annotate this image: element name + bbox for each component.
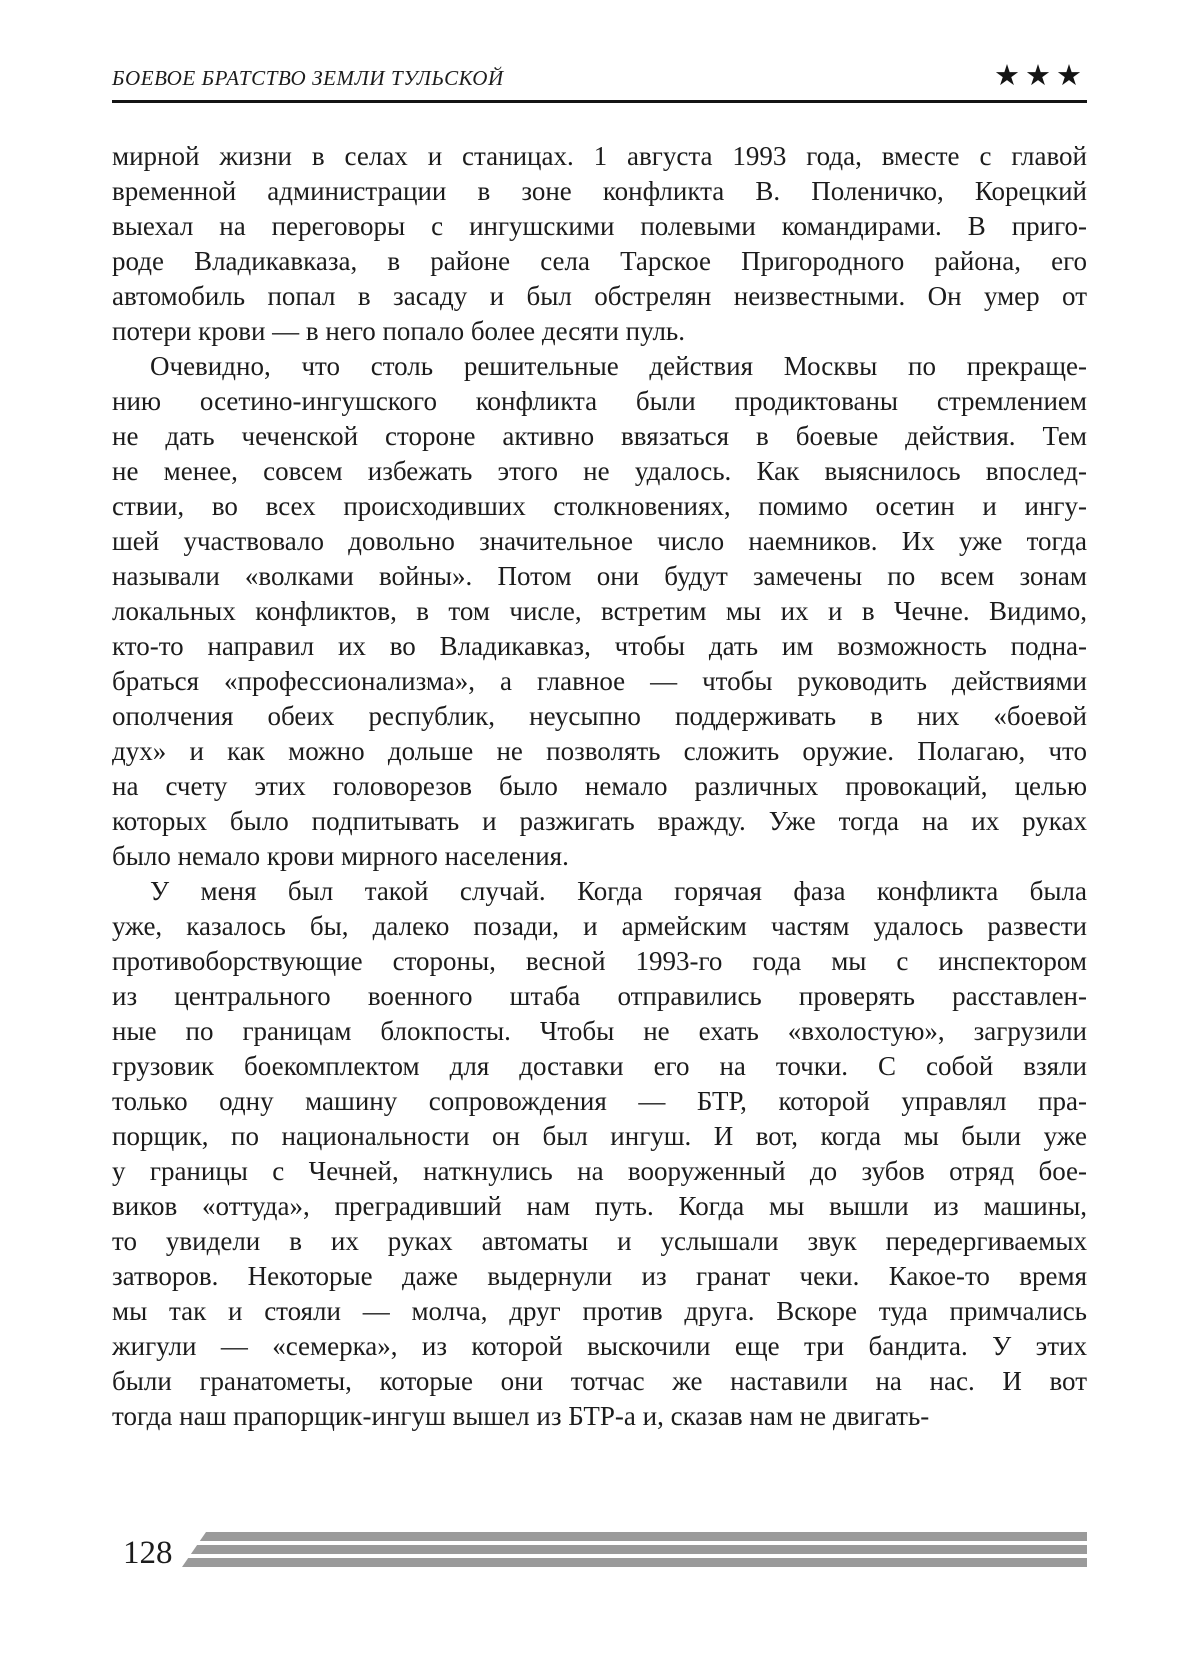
- text-line: не дать чеченской стороне активно ввязаться в боевые действия. Тем: [112, 421, 1087, 451]
- text-line: были гранатометы, которые они тотчас же наставили на нас. И вот: [112, 1366, 1087, 1396]
- running-title: БОЕВОЕ БРАТСТВО ЗЕМЛИ ТУЛЬСКОЙ: [112, 66, 504, 90]
- paragraph: [112, 139, 1087, 349]
- text-line: браться «профессионализма», а главное — чтобы руководить действиями: [112, 666, 1087, 696]
- text-line: мирной жизни в селах и станицах. 1 августа 1993 года, вместе с главой: [112, 141, 1087, 171]
- body-text: [112, 139, 1087, 1434]
- text-line: которых было подпитывать и разжигать вражду. Уже тогда на их руках: [112, 806, 1087, 836]
- header-rule: [112, 100, 1087, 103]
- text-line: дух» и как можно дольше не позволять сложить оружие. Полагаю, что: [112, 736, 1087, 766]
- text-line: выехал на переговоры с ингушскими полевыми командирами. В приго-: [112, 211, 1087, 241]
- text-line: из центрального военного штаба отправились проверять расставлен-: [112, 981, 1087, 1011]
- text-line: противоборствующие стороны, весной 1993-го года мы с инспектором: [112, 946, 1087, 976]
- text-line: не менее, совсем избежать этого не удалось. Как выяснилось впослед-: [112, 456, 1087, 486]
- text-line: уже, казалось бы, далеко позади, и армейским частям удалось развести: [112, 911, 1087, 941]
- text-line: было немало крови мирного населения.: [112, 841, 569, 871]
- text-line: автомобиль попал в засаду и был обстрелян неизвестными. Он умер от: [112, 281, 1087, 311]
- text-line: нию осетино-ингушского конфликта были продиктованы стремлением: [112, 386, 1087, 416]
- text-line: у границы с Чечней, наткнулись на вооруженный до зубов отряд бое-: [112, 1156, 1087, 1186]
- text-line: порщик, по национальности он был ингуш. И вот, когда мы были уже: [112, 1121, 1087, 1151]
- footer-stripes-decoration: [182, 1532, 1087, 1567]
- paragraph: [112, 349, 1087, 874]
- text-line: мы так и стояли — молча, друг против друга. Вскоре туда примчались: [112, 1296, 1087, 1326]
- text-line: шей участвовало довольно значительное число наемников. Их уже тогда: [112, 526, 1087, 556]
- page-number: 128: [123, 1535, 173, 1571]
- text-line: жигули — «семерка», из которой выскочили еще три бандита. У этих: [112, 1331, 1087, 1361]
- text-line: ные по границам блокпосты. Чтобы не ехать «вхолостую», загрузили: [112, 1016, 1087, 1046]
- text-line: У меня был такой случай. Когда горячая фаза конфликта была: [150, 876, 1087, 906]
- text-line: роде Владикавказа, в районе села Тарское Пригородного района, его: [112, 246, 1087, 276]
- text-line: кто-то направил их во Владикавказ, чтобы дать им возможность подна-: [112, 631, 1087, 661]
- three-stars-icon: ★★★: [994, 58, 1087, 92]
- text-line: только одну машину сопровождения — БТР, которой управлял пра-: [112, 1086, 1087, 1116]
- text-line: то увидели в их руках автоматы и услышали звук передергиваемых: [112, 1226, 1087, 1256]
- text-line: ствии, во всех происходивших столкновениях, помимо осетин и ингу-: [112, 491, 1087, 521]
- running-header: [112, 58, 1087, 98]
- text-line: временной администрации в зоне конфликта В. Поленичко, Корецкий: [112, 176, 1087, 206]
- text-line: грузовик боекомплектом для доставки его на точки. С собой взяли: [112, 1051, 1087, 1081]
- text-line: затворов. Некоторые даже выдернули из гранат чеки. Какое-то время: [112, 1261, 1087, 1291]
- text-line: на счету этих головорезов было немало различных провокаций, целью: [112, 771, 1087, 801]
- text-line: называли «волками войны». Потом они будут замечены по всем зонам: [112, 561, 1087, 591]
- text-line: потери крови — в него попало более десяти пуль.: [112, 316, 685, 346]
- text-line: локальных конфликтов, в том числе, встретим мы их и в Чечне. Видимо,: [112, 596, 1087, 626]
- paragraph: [112, 874, 1087, 1434]
- text-line: ополчения обеих республик, неусыпно поддерживать в них «боевой: [112, 701, 1087, 731]
- text-line: тогда наш прапорщик-ингуш вышел из БТР-а и, сказав нам не двигать-: [112, 1401, 930, 1431]
- text-line: виков «оттуда», преградивший нам путь. Когда мы вышли из машины,: [112, 1191, 1087, 1221]
- text-line: Очевидно, что столь решительные действия Москвы по прекраще-: [150, 351, 1087, 381]
